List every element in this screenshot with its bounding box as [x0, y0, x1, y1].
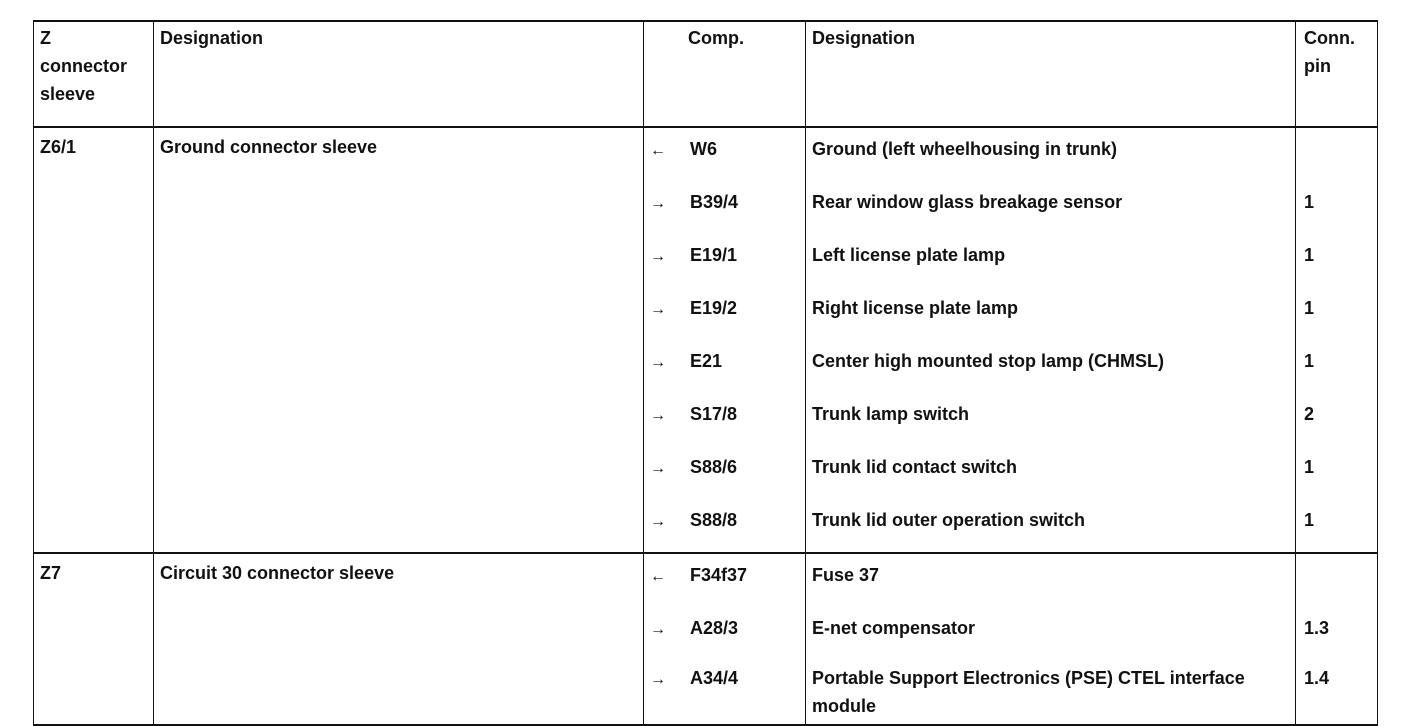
pin-cell: 1.3: [1296, 607, 1378, 660]
header-row: [34, 21, 1378, 127]
arrow-right-icon: →: [650, 301, 666, 318]
comp-cell: → E19/1: [644, 234, 806, 287]
z-sleeve-cell: Z7: [34, 553, 154, 725]
pin-cell: [1296, 553, 1378, 607]
table-row: [34, 127, 1378, 181]
comp-designation-cell: Center high mounted stop lamp (CHMSL): [806, 340, 1296, 393]
arrow-right-icon: →: [650, 248, 666, 265]
comp-designation-cell: Right license plate lamp: [806, 287, 1296, 340]
z-sleeve-cell: Z6/1: [34, 127, 154, 553]
comp-cell: → E19/2: [644, 287, 806, 340]
pin-cell: 1: [1296, 340, 1378, 393]
arrow-left-icon: ←: [650, 142, 666, 159]
arrow-right-icon: →: [650, 460, 666, 477]
pin-cell: 1: [1296, 499, 1378, 553]
pin-cell: 1: [1296, 181, 1378, 234]
comp-cell: → A28/3: [644, 607, 806, 660]
pin-cell: [1296, 127, 1378, 181]
header-designation-1: Designation: [154, 21, 644, 127]
arrow-right-icon: →: [650, 513, 666, 530]
comp-cell: → A34/4: [644, 660, 806, 725]
arrow-right-icon: →: [650, 621, 666, 638]
comp-cell: → S88/6: [644, 446, 806, 499]
header-z-sleeve: Z connector sleeve: [34, 21, 154, 127]
pin-cell: 1.4: [1296, 660, 1378, 725]
arrow-right-icon: →: [650, 195, 666, 212]
comp-designation-cell: E-net compensator: [806, 607, 1296, 660]
comp-designation-cell: Portable Support Electronics (PSE) CTEL interface module: [806, 660, 1296, 725]
comp-designation-cell: Fuse 37: [806, 553, 1296, 607]
sleeve-designation-cell: Circuit 30 connector sleeve: [154, 553, 644, 725]
comp-cell: → S88/8: [644, 499, 806, 553]
arrow-right-icon: →: [650, 407, 666, 424]
comp-cell: ← F34f37: [644, 553, 806, 607]
arrow-left-icon: ←: [650, 568, 666, 585]
pin-cell: 1: [1296, 287, 1378, 340]
pin-cell: 2: [1296, 393, 1378, 446]
comp-designation-cell: Rear window glass breakage sensor: [806, 181, 1296, 234]
comp-cell: → B39/4: [644, 181, 806, 234]
comp-designation-cell: Trunk lid contact switch: [806, 446, 1296, 499]
arrow-right-icon: →: [650, 671, 666, 688]
pin-cell: 1: [1296, 234, 1378, 287]
header-comp: Comp.: [644, 21, 806, 127]
header-designation-2: Designation: [806, 21, 1296, 127]
comp-designation-cell: Trunk lamp switch: [806, 393, 1296, 446]
arrow-right-icon: →: [650, 354, 666, 371]
comp-cell: → S17/8: [644, 393, 806, 446]
comp-designation-cell: Trunk lid outer operation switch: [806, 499, 1296, 553]
comp-cell: ← W6: [644, 127, 806, 181]
comp-cell: → E21: [644, 340, 806, 393]
connector-table: [33, 20, 1378, 726]
comp-designation-cell: Left license plate lamp: [806, 234, 1296, 287]
table-row: [34, 553, 1378, 607]
pin-cell: 1: [1296, 446, 1378, 499]
sleeve-designation-cell: Ground connector sleeve: [154, 127, 644, 553]
comp-designation-cell: Ground (left wheelhousing in trunk): [806, 127, 1296, 181]
header-conn-pin: Conn. pin: [1296, 21, 1378, 127]
